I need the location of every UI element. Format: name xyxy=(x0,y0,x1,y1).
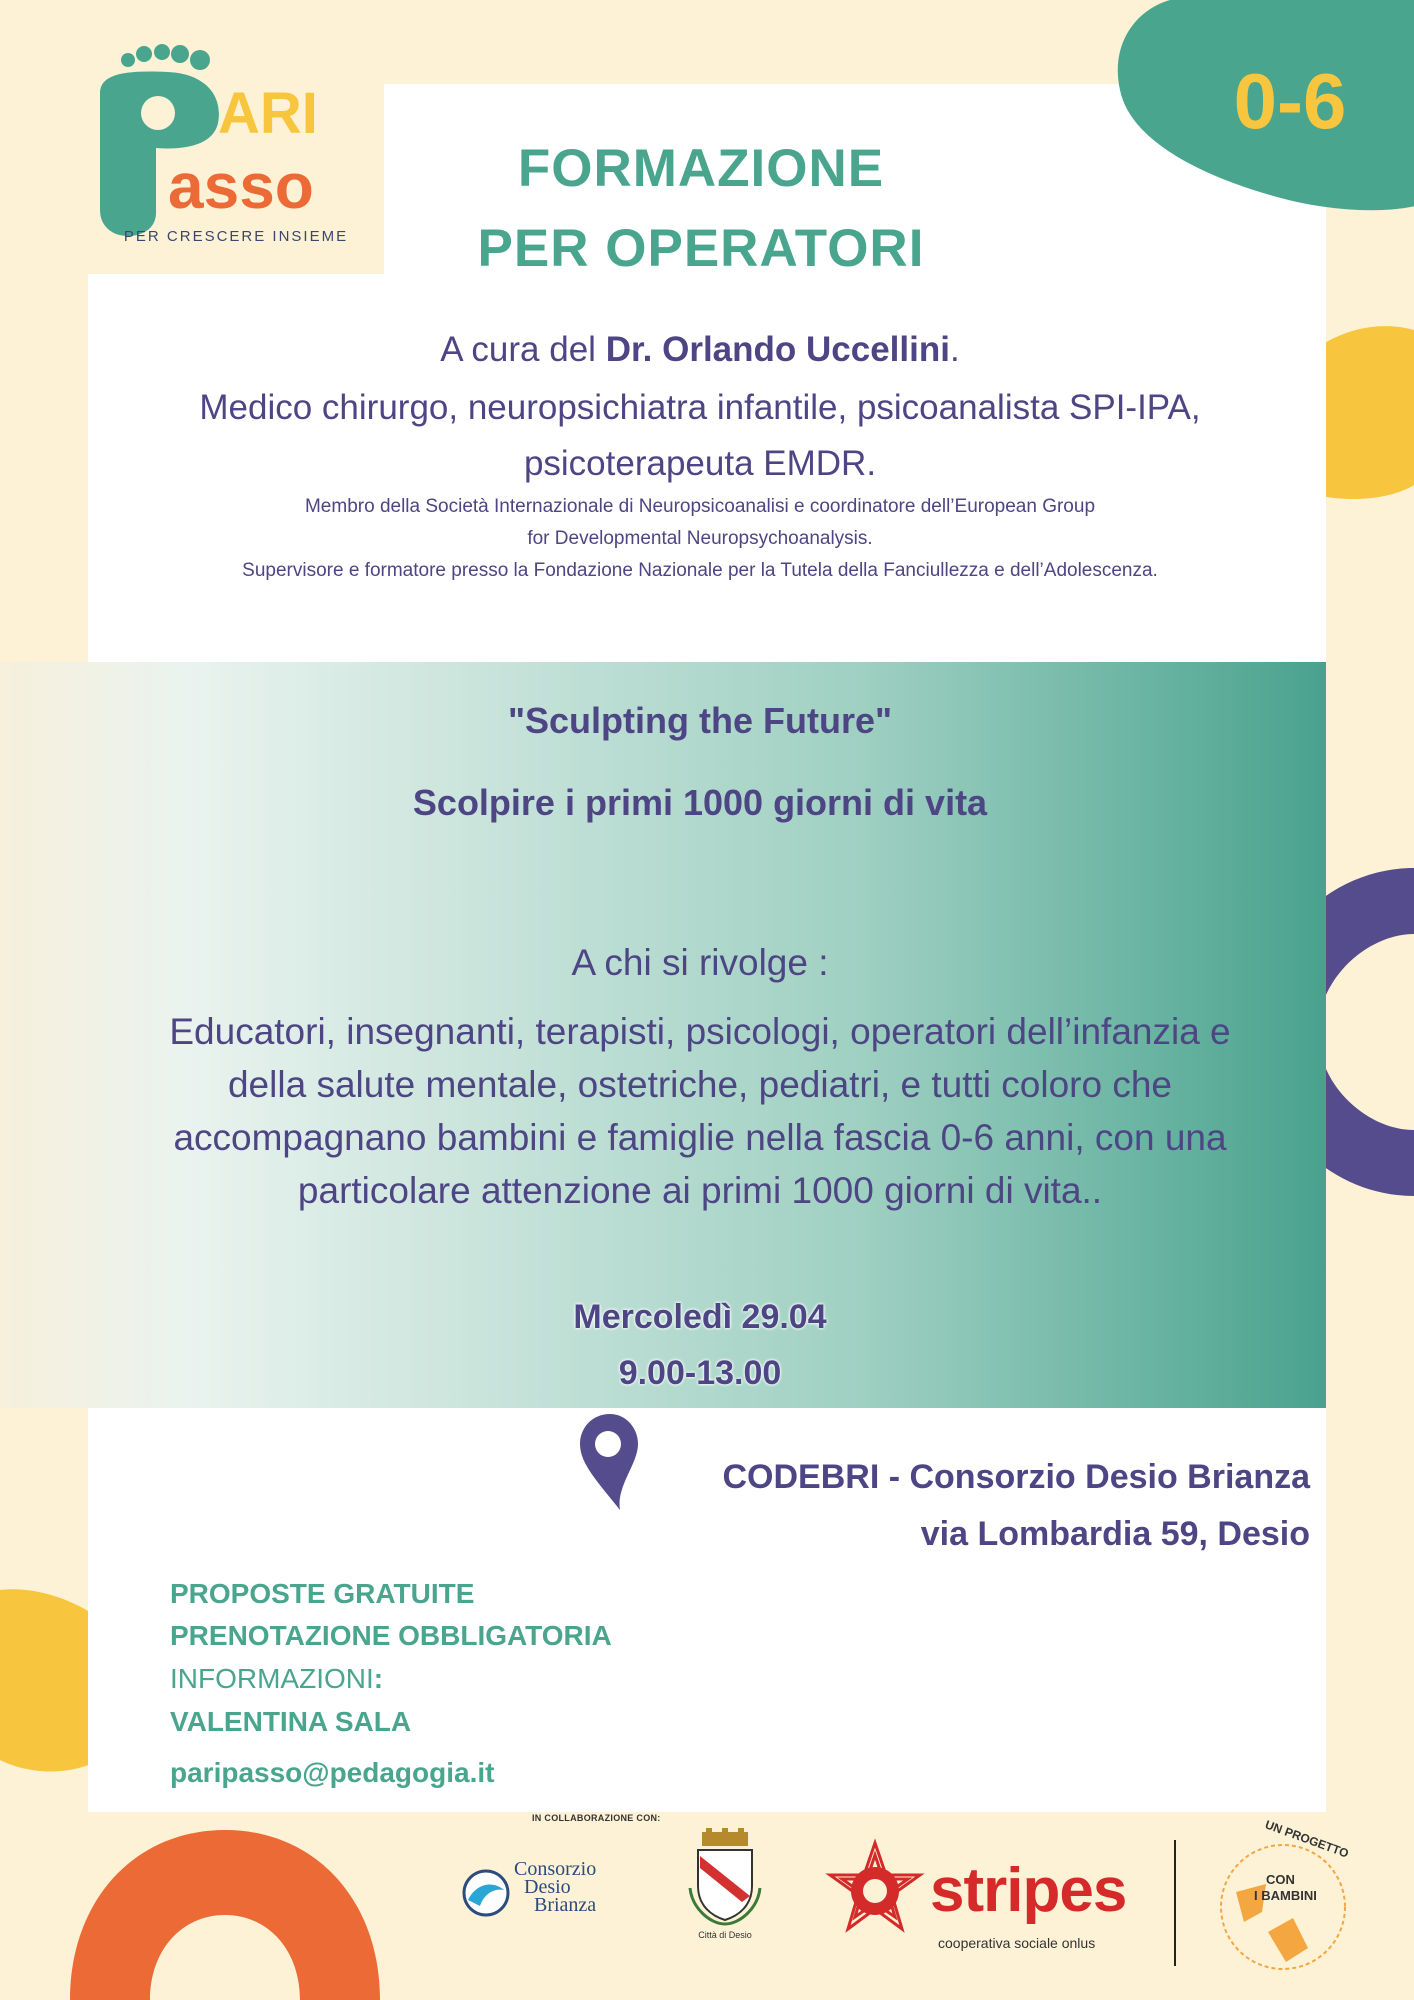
author-membership-line-2: for Developmental Neuropsychoanalysis. xyxy=(527,528,873,549)
consorzio-name xyxy=(514,1860,596,1914)
project-top-label: UN PROGETTO xyxy=(1263,1817,1351,1861)
city-crest-icon xyxy=(680,1828,770,1928)
author-line xyxy=(120,330,1280,370)
author-membership-line-3: Supervisore e formatore presso la Fondazione Nazionale per la Tutela della Fanciullezza e dell’Adolescenza. xyxy=(242,560,1158,581)
audience-heading: A chi si rivolge : xyxy=(571,942,829,983)
audience-description: Educatori, insegnanti, terapisti, psicologi, operatori dell’infanzia e della salute mentale, ostetriche, pediatri, e tutti coloro che accompagnano bambini e famiglie nella fascia 0-6 anni, con una particolare attenzione ai primi 1000 giorni di vita.. xyxy=(169,1011,1231,1211)
author-role-line-1: Medico chirurgo, neuropsichiatra infantile, psicoanalista SPI-IPA, xyxy=(199,388,1201,427)
project-con-label: CON xyxy=(1266,1872,1295,1887)
contact-email[interactable]: paripasso@pedagogia.it xyxy=(170,1757,495,1788)
booking-label: PRENOTAZIONE OBBLIGATORIA xyxy=(170,1620,612,1651)
consorzio-line-3: Brianza xyxy=(534,1894,597,1916)
author-role-line-2: psicoterapeuta EMDR. xyxy=(523,444,877,483)
author-suffix: . xyxy=(949,330,960,369)
title-line-1: FORMAZIONE xyxy=(517,139,885,198)
stripes-star-icon xyxy=(820,1835,930,1955)
author-name: Dr. Orlando Uccellini xyxy=(605,330,950,369)
contact-name: VALENTINA SALA xyxy=(170,1706,412,1737)
event-title-it: Scolpire i primi 1000 giorni di vita xyxy=(412,782,988,823)
venue-name: CODEBRI - Consorzio Desio Brianza xyxy=(722,1458,1310,1496)
project-bambini-label: I BAMBINI xyxy=(1254,1888,1317,1903)
location-pin-icon xyxy=(578,1412,642,1512)
svg-text:asso: asso xyxy=(168,150,314,222)
event-date: Mercoledì 29.04 xyxy=(573,1298,827,1336)
age-badge-text: 0-6 xyxy=(1233,57,1347,145)
author-prefix: A cura del xyxy=(440,330,606,369)
consorzio-logo xyxy=(460,1860,635,1930)
stripes-name: stripes xyxy=(930,1856,1127,1925)
svg-text:ARI: ARI xyxy=(218,81,318,146)
event-time: 9.00-13.00 xyxy=(618,1354,782,1392)
collaboration-label: IN COLLABORAZIONE CON: xyxy=(532,1813,661,1823)
consorzio-line-2: Desio xyxy=(524,1876,571,1898)
free-label: PROPOSTE GRATUITE xyxy=(170,1578,475,1609)
citta-desio-label: Città di Desio xyxy=(698,1930,752,1940)
stripes-subtitle: cooperativa sociale onlus xyxy=(938,1935,1096,1951)
logo-tagline: PER CRESCERE INSIEME xyxy=(123,228,349,245)
consorzio-wave-icon xyxy=(460,1868,514,1918)
author-membership-line-1: Membro della Società Internazionale di Neuropsicoanalisi e coordinatore dell’European Group xyxy=(304,496,1096,517)
consorzio-line-1: Consorzio xyxy=(514,1858,597,1880)
title-line-2: PER OPERATORI xyxy=(477,219,925,278)
venue-address: via Lombardia 59, Desio xyxy=(920,1515,1310,1553)
info-label xyxy=(170,1663,383,1695)
con-i-bambini-logo xyxy=(1208,1817,1358,1982)
info-label-colon: : xyxy=(373,1663,384,1694)
stripes-logo xyxy=(820,1835,1150,1965)
footer-divider xyxy=(1174,1840,1176,1966)
info-label-text: INFORMAZIONI xyxy=(170,1663,374,1694)
event-title-en: "Sculpting the Future" xyxy=(507,700,893,741)
citta-desio-logo xyxy=(680,1828,770,1948)
orange-ring-bottom-left xyxy=(70,1830,380,2000)
